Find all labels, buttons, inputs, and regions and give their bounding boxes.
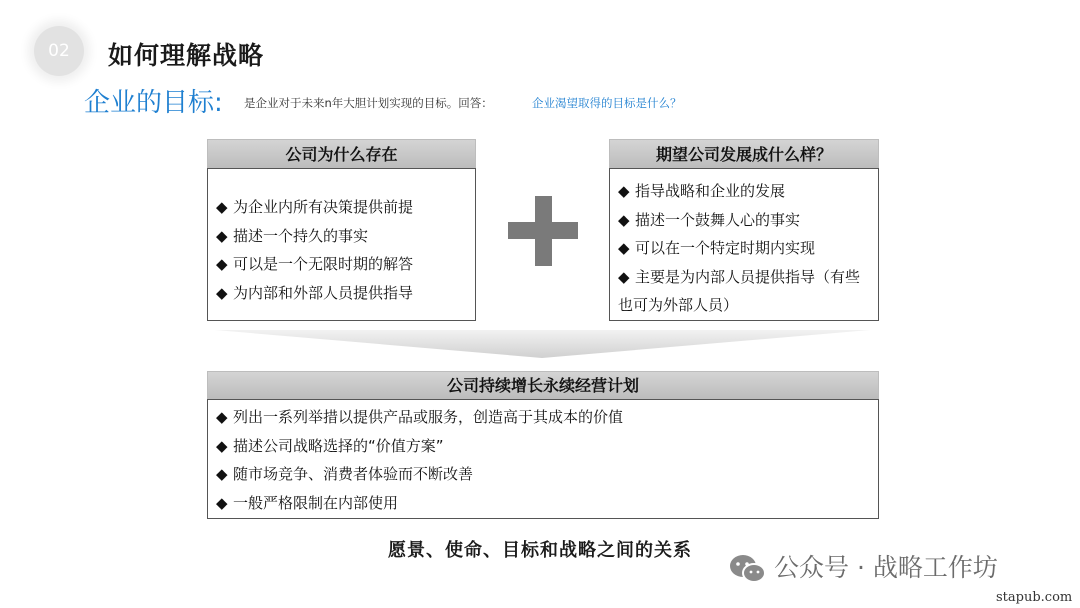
strategy-box-body	[207, 399, 879, 519]
diamond-bullet-icon: ◆	[216, 408, 228, 426]
diamond-bullet-icon: ◆	[216, 283, 228, 302]
list-item: ◆ 列出一系列举措以提供产品或服务，创造高于其成本的价值	[216, 403, 870, 432]
list-item: ◆ 描述一个鼓舞人心的事实	[618, 206, 870, 235]
mission-box-body	[207, 168, 476, 321]
list-item: ◆ 为内部和外部人员提供指导	[216, 279, 467, 308]
list-item: ◆ 描述一个持久的事实	[216, 222, 467, 251]
watermark	[728, 548, 998, 585]
plus-icon	[508, 196, 578, 266]
list-item: ◆ 随市场竞争、消费者体验而不断改善	[216, 460, 870, 489]
diamond-bullet-icon: ◆	[216, 198, 228, 216]
vision-box	[609, 139, 879, 321]
vision-box-header: 期望公司发展成什么样？	[609, 139, 879, 168]
list-item: ◆ 一般严格限制在内部使用	[216, 489, 870, 518]
diamond-bullet-icon: ◆	[618, 182, 630, 200]
diamond-bullet-icon: ◆	[216, 465, 228, 483]
diamond-bullet-icon: ◆	[618, 210, 630, 229]
diamond-bullet-icon: ◆	[216, 255, 228, 273]
diamond-bullet-icon: ◆	[618, 239, 630, 257]
list-item: ◆ 可以在一个特定时期内实现	[618, 234, 870, 263]
diamond-bullet-icon: ◆	[216, 436, 228, 455]
section-number-badge: 02	[34, 26, 84, 76]
list-item: ◆ 为企业内所有决策提供前提	[216, 193, 467, 222]
list-item: ◆ 描述公司战略选择的“价值方案”	[216, 432, 870, 461]
mission-box-header: 公司为什么存在	[207, 139, 476, 168]
page-title: 如何理解战略	[108, 41, 265, 70]
diamond-bullet-icon: ◆	[216, 226, 228, 245]
goal-label: 企业的目标:	[84, 88, 223, 118]
diagram-caption: 愿景、使命、目标和战略之间的关系	[388, 540, 692, 561]
list-item: ◆ 可以是一个无限时期的解答	[216, 250, 467, 279]
diamond-bullet-icon: ◆	[618, 267, 630, 286]
watermark-text: 公众号 · 战略工作坊	[774, 553, 998, 582]
diamond-bullet-icon: ◆	[216, 493, 228, 512]
goal-description: 是企业对于未来n年大胆计划实现的目标。回答：	[244, 96, 493, 110]
list-item: ◆ 主要是为内部人员提供指导（有些也可为外部人员）	[618, 263, 870, 320]
vision-box-body	[609, 168, 879, 321]
mission-box	[207, 139, 476, 321]
list-item: ◆ 指导战略和企业的发展	[618, 177, 870, 206]
strategy-box	[207, 371, 879, 519]
goal-question: 企业渴望取得的目标是什么？	[532, 96, 682, 110]
site-url: stapub.com	[996, 590, 1073, 605]
strategy-box-header: 公司持续增长永续经营计划	[207, 371, 879, 399]
down-arrow-icon	[215, 330, 870, 358]
wechat-icon	[728, 553, 768, 585]
